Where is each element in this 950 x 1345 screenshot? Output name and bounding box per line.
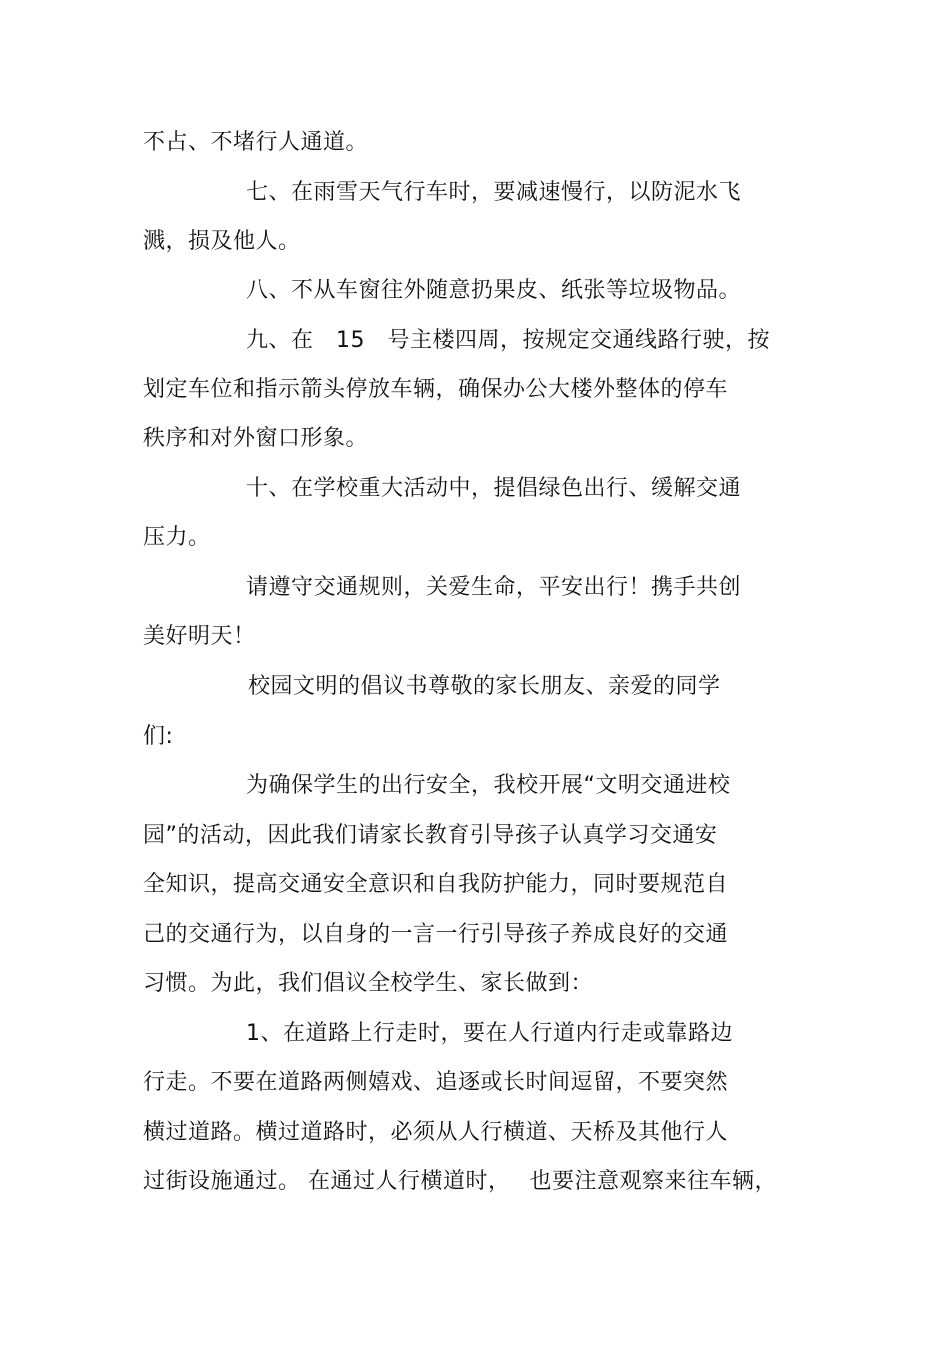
text-line: 全知识，提高交通安全意识和自我防护能力，同时要规范自	[143, 872, 729, 897]
text-line: 秩序和对外窗口形象。	[143, 426, 369, 451]
text-line: 八、不从车窗往外随意扔果皮、纸张等垃圾物品。	[246, 278, 742, 303]
text-line: 压力。	[143, 525, 211, 550]
text-line: 习惯。为此，我们倡议全校学生、家长做到：	[143, 971, 594, 996]
text-line: 划定车位和指示箭头停放车辆，确保办公大楼外整体的停车	[143, 377, 729, 402]
text-line: 为确保学生的出行安全，我校开展“文明交通进校	[246, 773, 731, 798]
text-line: 过街设施通过。 在通过人行横道时， 也要注意观察来往车辆，	[143, 1169, 777, 1194]
text-line: 请遵守交通规则，关爱生命，平安出行！携手共创	[246, 575, 742, 600]
text-line: 行走。不要在道路两侧嬉戏、追逐或长时间逗留，不要突然	[143, 1070, 729, 1095]
text-line: 1、在道路上行走时，要在人行道内行走或靠路边	[246, 1021, 733, 1046]
text-line: 校园文明的倡议书尊敬的家长朋友、亲爱的同学	[248, 674, 721, 699]
text-line: 己的交通行为，以自身的一言一行引导孩子养成良好的交通	[143, 922, 729, 947]
text-line: 们:	[143, 724, 174, 749]
text-line: 溅，损及他人。	[143, 229, 301, 254]
text-line: 美好明天！	[143, 624, 256, 649]
text-line: 不占、不堵行人通道。	[143, 130, 369, 155]
text-line: 园”的活动，因此我们请家长教育引导孩子认真学习交通安	[143, 823, 718, 848]
text-line: 九、在 15 号主楼四周，按规定交通线路行驶，按	[246, 328, 770, 353]
text-line: 十、在学校重大活动中，提倡绿色出行、缓解交通	[246, 476, 742, 501]
text-line: 七、在雨雪天气行车时，要减速慢行，以防泥水飞	[246, 180, 742, 205]
text-line: 横过道路。横过道路时，必须从人行横道、天桥及其他行人	[143, 1120, 729, 1145]
